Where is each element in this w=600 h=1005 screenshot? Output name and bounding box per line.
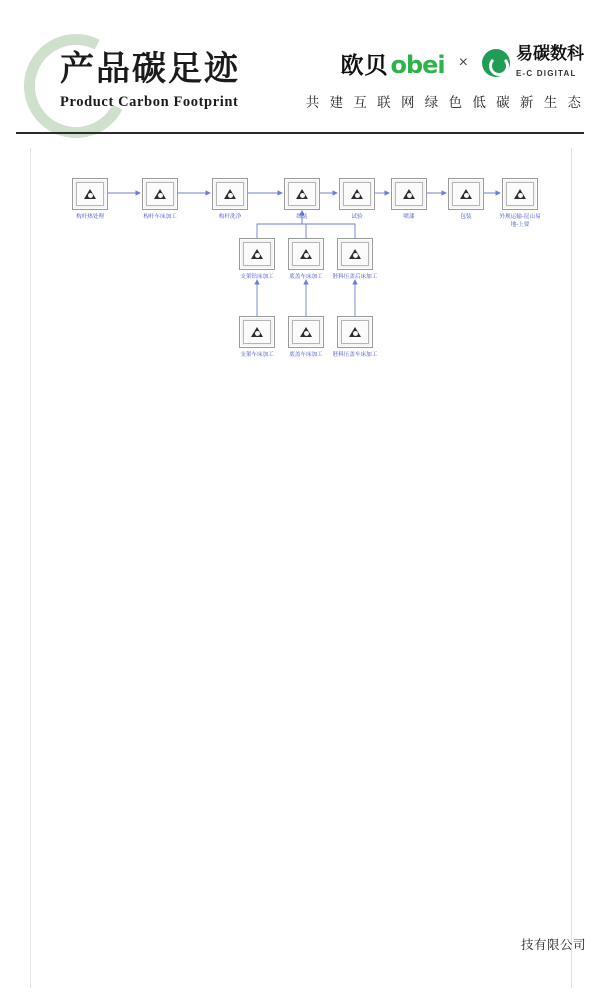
- process-node-inner: [243, 242, 271, 266]
- flow-node[interactable]: [234, 238, 280, 281]
- process-node-icon: [284, 178, 320, 210]
- process-node-inner: [243, 320, 271, 344]
- process-node-icon: [448, 178, 484, 210]
- page-footer: [0, 935, 600, 953]
- brand-ec-digital: [482, 46, 584, 81]
- flow-node[interactable]: [207, 178, 253, 221]
- flow-node[interactable]: [332, 238, 378, 281]
- process-node-inner: [216, 182, 244, 206]
- page-header: [0, 0, 600, 140]
- brand-separator: ×: [458, 54, 468, 72]
- triangle-icon: [296, 189, 308, 199]
- triangle-icon: [403, 189, 415, 199]
- process-node-icon: [502, 178, 538, 210]
- process-node-icon: [288, 316, 324, 348]
- flow-node-label: 试验: [351, 214, 363, 220]
- brand-obei-cn: 欧贝: [340, 52, 389, 79]
- triangle-icon: [300, 249, 312, 259]
- process-node-inner: [395, 182, 423, 206]
- flow-node-label: 喷漆: [403, 214, 415, 220]
- brand-obei-en: obei: [390, 50, 445, 79]
- flow-node-label: 构杆热处理: [76, 214, 104, 220]
- page-title-en: Product Carbon Footprint: [60, 93, 239, 110]
- triangle-icon: [300, 327, 312, 337]
- triangle-icon: [251, 249, 263, 259]
- brand-ec-cn: 易碳数科: [516, 44, 584, 64]
- flow-node-label: 外规运输-昆山易地-上要: [499, 214, 541, 229]
- process-node-inner: [452, 182, 480, 206]
- flowchart-canvas[interactable]: [31, 148, 571, 988]
- brand-ec-en: E-C DIGITAL: [516, 68, 577, 78]
- triangle-icon: [349, 327, 361, 337]
- triangle-icon: [349, 249, 361, 259]
- flow-node[interactable]: [332, 316, 378, 359]
- triangle-icon: [514, 189, 526, 199]
- process-node-icon: [239, 238, 275, 270]
- flow-node[interactable]: [334, 178, 380, 221]
- process-node-inner: [146, 182, 174, 206]
- flow-node-label: 构杆洗净: [218, 214, 242, 220]
- process-node-icon: [142, 178, 178, 210]
- process-node-icon: [239, 316, 275, 348]
- flow-node-label: 构杆车床加工: [143, 214, 177, 220]
- flow-node[interactable]: [137, 178, 183, 221]
- process-node-inner: [341, 320, 369, 344]
- process-node-inner: [292, 242, 320, 266]
- flow-node-label: 支架车床加工: [240, 352, 274, 358]
- flow-node-label: 底盖车床加工: [289, 352, 323, 358]
- brand-tagline: 共 建 互 联 网 绿 色 低 碳 新 生 态: [305, 94, 584, 111]
- document-page: [30, 148, 572, 988]
- process-node-inner: [292, 320, 320, 344]
- flow-node[interactable]: [497, 178, 543, 229]
- process-node-icon: [212, 178, 248, 210]
- flow-node[interactable]: [443, 178, 489, 221]
- flow-node[interactable]: [283, 238, 329, 281]
- process-node-inner: [76, 182, 104, 206]
- triangle-icon: [351, 189, 363, 199]
- ec-digital-text: [516, 46, 584, 81]
- brand-row: [340, 46, 584, 81]
- page-title: [60, 49, 240, 111]
- process-node-inner: [506, 182, 534, 206]
- process-node-inner: [341, 242, 369, 266]
- triangle-icon: [460, 189, 472, 199]
- process-node-icon: [337, 238, 373, 270]
- flow-node[interactable]: [67, 178, 113, 221]
- triangle-icon: [84, 189, 96, 199]
- ec-digital-logo-icon: [482, 49, 510, 77]
- process-node-inner: [343, 182, 371, 206]
- flow-node-label: 胚料压盖车床加工: [332, 352, 378, 358]
- process-node-inner: [288, 182, 316, 206]
- brand-area: [306, 46, 584, 111]
- flow-node-label: 支架钻床加工: [240, 274, 274, 280]
- triangle-icon: [154, 189, 166, 199]
- brand-obei: [340, 47, 444, 80]
- triangle-icon: [251, 327, 263, 337]
- flow-node-label: 组装: [296, 214, 308, 220]
- flow-node[interactable]: [234, 316, 280, 359]
- header-divider: [16, 132, 584, 134]
- footer-company-text: 技有限公司: [520, 937, 586, 952]
- flow-node-label: 底盖车床加工: [289, 274, 323, 280]
- process-node-icon: [72, 178, 108, 210]
- flow-node-label: 包装: [460, 214, 472, 220]
- flow-node[interactable]: [386, 178, 432, 221]
- flow-node[interactable]: [283, 316, 329, 359]
- process-node-icon: [337, 316, 373, 348]
- triangle-icon: [224, 189, 236, 199]
- flow-node-label: 胚料压盖后床加工: [332, 274, 378, 280]
- process-node-icon: [288, 238, 324, 270]
- process-node-icon: [339, 178, 375, 210]
- flow-node[interactable]: [279, 178, 325, 221]
- process-node-icon: [391, 178, 427, 210]
- page-title-cn: 产品碳足迹: [60, 49, 240, 89]
